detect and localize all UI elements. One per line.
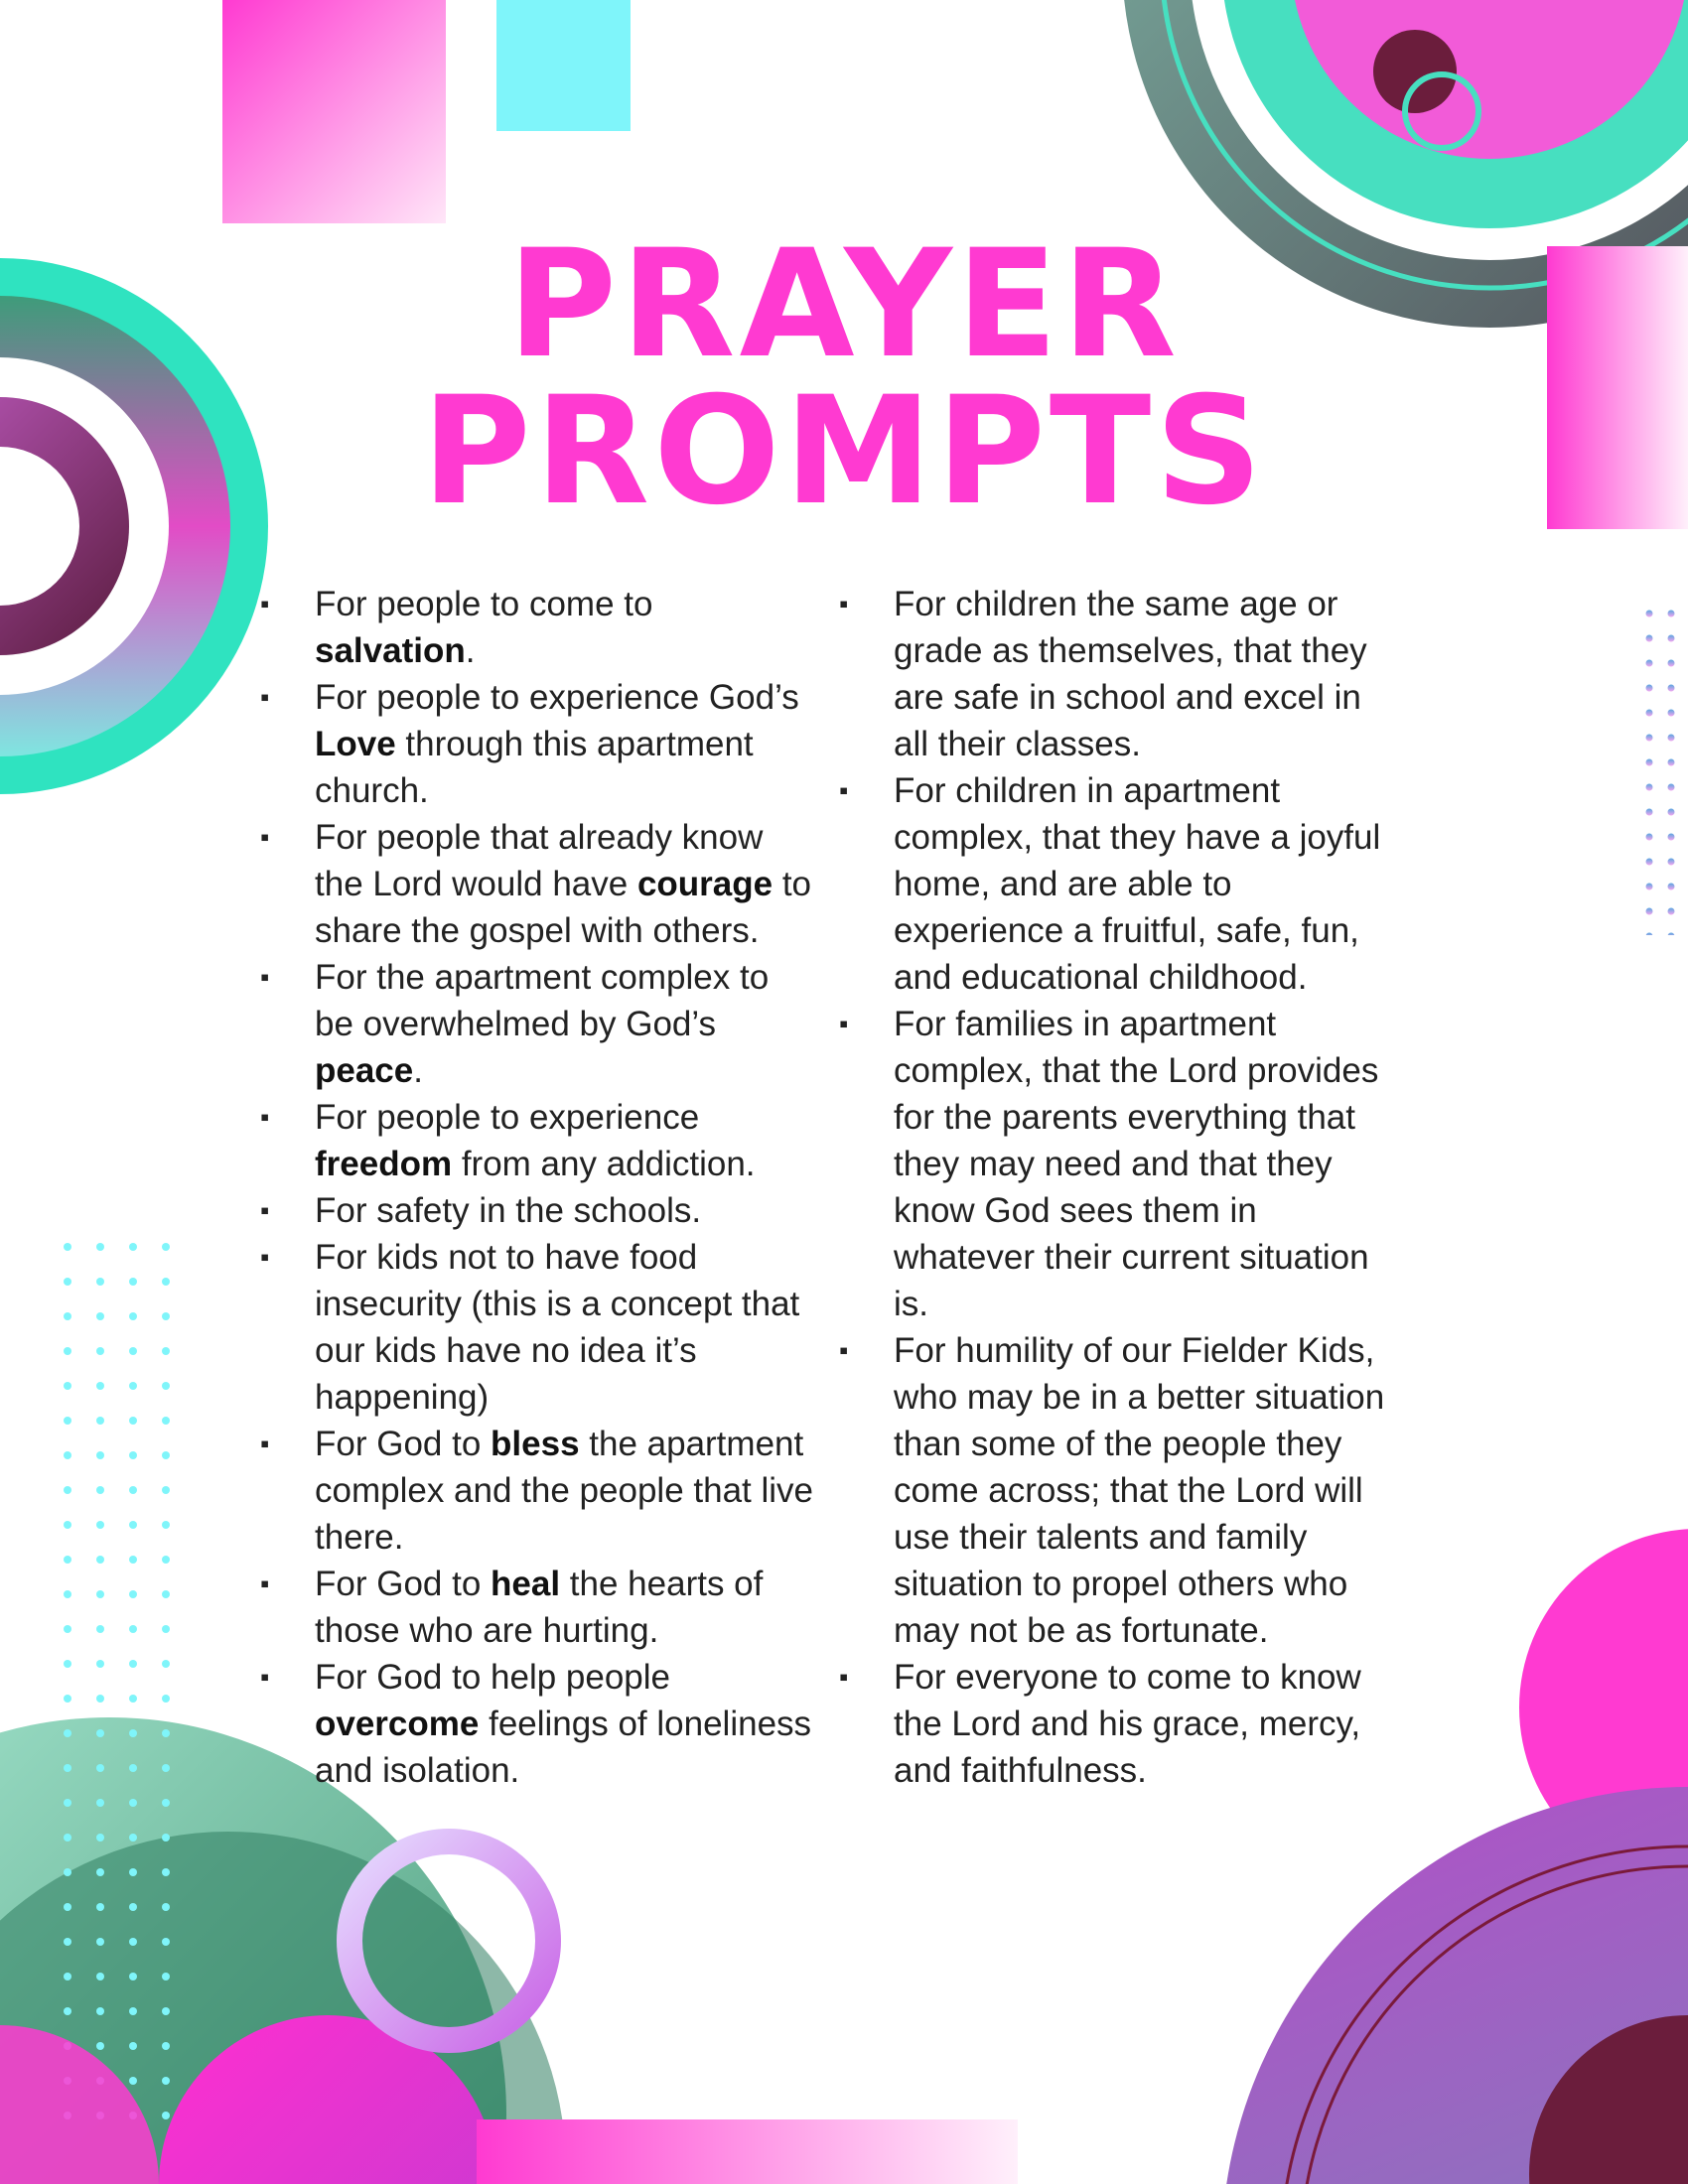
dark-dot-shape xyxy=(1373,30,1457,113)
prayer-text: For the apartment complex to be overwhelmed by God’s xyxy=(315,958,770,1043)
prayer-keyword: freedom xyxy=(315,1145,453,1183)
prayer-item xyxy=(839,1654,1395,1794)
prayer-text: For kids not to have food insecurity (this is a concept that our kids have no idea it’s happening) xyxy=(315,1238,800,1417)
prayer-keyword: heal xyxy=(491,1565,561,1603)
prayer-text: For children in apartment complex, that they have a joyful home, and are able to experience a fruitful, safe, fun, and educational childhood. xyxy=(894,771,1381,997)
prayer-item xyxy=(839,767,1395,1001)
pink-square-shape xyxy=(222,0,446,223)
prayer-text: For humility of our Fielder Kids, who may be in a better situation than some of the people they come across; that the Lord will use their talents and family situation to propel others who may not be as fortunate. xyxy=(894,1331,1385,1650)
prayer-item xyxy=(260,954,816,1094)
prayer-text-end: to share the gospel with others. xyxy=(315,865,812,950)
dots-right-shape xyxy=(1643,608,1688,935)
prayer-item xyxy=(260,1561,816,1654)
prayer-text-end: through this apartment church. xyxy=(315,725,754,810)
prayer-text-end: feelings of loneliness and isolation. xyxy=(315,1705,812,1790)
page-title-line2: PROMPTS xyxy=(421,365,1267,538)
prayer-item xyxy=(260,674,816,814)
left-prayer-list xyxy=(260,581,816,1794)
prayer-item xyxy=(260,814,816,954)
prayer-text: For God to xyxy=(315,1565,492,1603)
prayer-keyword: courage xyxy=(636,865,774,903)
prayer-keyword: bless xyxy=(491,1425,580,1463)
prayer-keyword: peace xyxy=(315,1051,414,1090)
prayer-item xyxy=(260,1094,816,1187)
prayer-item xyxy=(260,1421,816,1561)
prayer-item xyxy=(260,1187,816,1234)
prayer-item xyxy=(839,581,1395,767)
prayer-item xyxy=(839,1001,1395,1327)
prayer-text-end: from any addiction. xyxy=(452,1145,756,1183)
prayer-text: For families in apartment complex, that the Lord provides for the parents everything that they may need and that they know God sees them in whatever their current situation is. xyxy=(894,1005,1379,1323)
cyan-rectangle-shape xyxy=(496,0,631,131)
prayer-keyword: Love xyxy=(315,725,396,763)
prayer-text: For people to experience God’s xyxy=(315,678,799,717)
page-title-line1: PRAYER xyxy=(507,218,1181,391)
dots-left-shape xyxy=(60,1239,189,2122)
prayer-text-end: . xyxy=(465,631,476,670)
prayer-keyword: overcome xyxy=(315,1705,480,1743)
prayer-text: For people to experience xyxy=(315,1098,700,1137)
pink-bar-shape xyxy=(477,2119,1018,2184)
prayer-text-end: the apartment complex and the people that live there. xyxy=(315,1425,813,1557)
right-prayer-list xyxy=(839,581,1395,1794)
prayer-item xyxy=(260,581,816,674)
prayer-text: For God to help people xyxy=(315,1658,671,1697)
prayer-item xyxy=(260,1654,816,1794)
prayer-text: For everyone to come to know the Lord and his grace, mercy, and faithfulness. xyxy=(894,1658,1361,1790)
prayer-item xyxy=(260,1234,816,1421)
prayer-text-end: . xyxy=(413,1051,423,1090)
prayer-text: For safety in the schools. xyxy=(315,1191,702,1230)
prayer-text: For children the same age or grade as themselves, that they are safe in school and excel in all their classes. xyxy=(894,585,1367,763)
prayer-text-end: the hearts of those who are hurting. xyxy=(315,1565,764,1650)
prayer-text: For people to come to xyxy=(315,585,653,623)
prayer-item xyxy=(839,1327,1395,1654)
prayer-text: For God to xyxy=(315,1425,492,1463)
prayer-text: For people that already know the Lord would have xyxy=(315,818,764,903)
prayer-keyword: salvation xyxy=(315,631,466,670)
